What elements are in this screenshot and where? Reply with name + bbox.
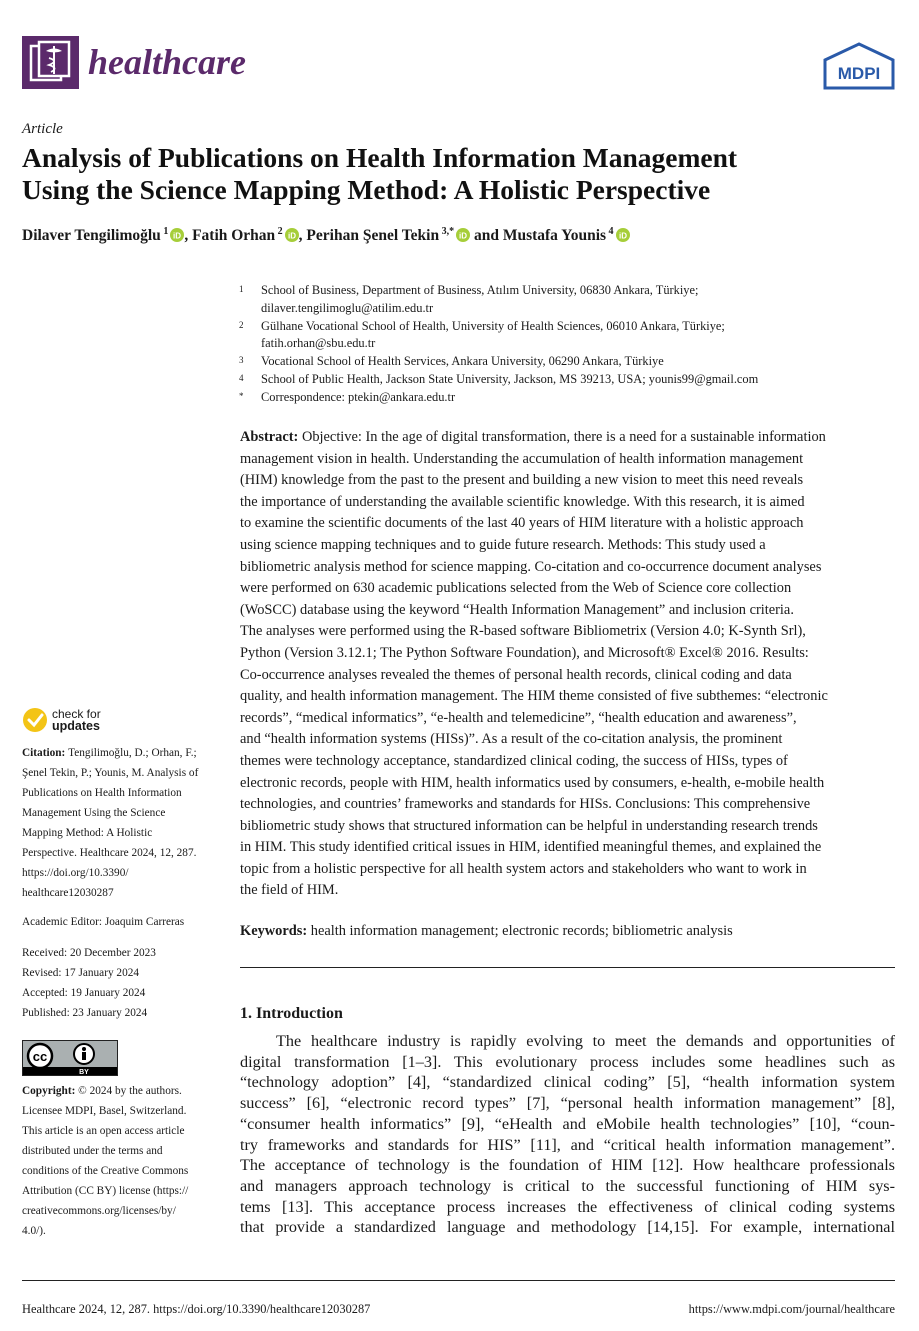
abstract-text: using science mapping techniques and to guide future research. Methods: This study used a — [240, 536, 766, 553]
abstract-text: electronic records, people with HIM, health informatics used by consumers, e-health, e-mobile health — [240, 774, 825, 791]
copyright-line — [22, 1221, 218, 1241]
svg-text:iD: iD — [287, 231, 296, 241]
copyright-line — [22, 1181, 218, 1201]
abstract — [240, 427, 895, 902]
citation-line — [22, 783, 218, 803]
abstract-line — [240, 643, 895, 665]
intro-line: try frameworks and standards for HIS” [11], and “critical health information management”. — [240, 1135, 895, 1154]
author-separator: , — [298, 227, 307, 245]
affiliation-line: Vocational School of Health Services, Ankara University, 06290 Ankara, Türkiye — [261, 354, 664, 369]
copyright-line — [22, 1101, 218, 1121]
abstract-line — [240, 621, 895, 643]
copyright-text: conditions of the Creative Commons — [22, 1165, 189, 1177]
affiliation-number: * — [239, 390, 244, 401]
affiliation-number: 3 — [239, 355, 244, 366]
affiliation-line: Gülhane Vocational School of Health, University of Health Sciences, 06010 Ankara, Türkiye; — [261, 318, 725, 333]
abstract-line — [240, 816, 895, 838]
abstract-line — [240, 773, 895, 795]
copyright-line — [22, 1081, 218, 1101]
abstract-text: (HIM) knowledge from the past to the present and building a new vision to meet this need reveals — [240, 472, 804, 489]
journal-logo — [22, 36, 79, 89]
updates-line2: updates — [52, 719, 100, 733]
author-name: Fatih Orhan — [192, 227, 276, 245]
abstract-line — [240, 535, 895, 557]
orcid-icon[interactable] — [616, 228, 630, 242]
intro-line: The healthcare industry is rapidly evolving to meet the demands and opportunities of — [276, 1032, 895, 1050]
abstract-text: bibliometric analysis method for science mapping. Co-citation and co-occurrence document analyses — [240, 558, 822, 575]
dates-block — [22, 943, 218, 1023]
author-separator: , — [184, 227, 193, 245]
citation-line — [22, 803, 218, 823]
abstract-text: themes were technology acceptance, standardized clinical coding, the success of HISs, types of — [240, 752, 788, 769]
author-name: Dilaver Tengilimoğlu — [22, 227, 161, 245]
svg-text:iD: iD — [618, 231, 627, 241]
article-title — [22, 142, 902, 206]
journal-name[interactable]: healthcare — [88, 42, 246, 82]
abstract-text: The analyses were performed using the R-based software Bibliometrix (Version 4.0; K-Synth Srl), — [240, 623, 806, 640]
copyright-text: 4.0/). — [22, 1225, 46, 1237]
abstract-text: (WoSCC) database using the keyword “Health Information Management” and inclusion criteria. — [240, 601, 794, 618]
copyright-text: Licensee MDPI, Basel, Switzerland. — [22, 1105, 187, 1117]
citation-text: Management Using the Science — [22, 807, 166, 819]
intro-line: digital transformation [1–3]. This evolutionary process includes some headlines such as — [240, 1052, 895, 1071]
abstract-text: quality, and health information management. The HIM theme consisted of five subthemes: “electronic — [240, 688, 828, 705]
abstract-label: Abstract: — [240, 429, 302, 445]
caduceus-icon — [22, 36, 79, 89]
intro-line: “technology adoption” [4], “standardized clinical coding” [5], “health information system — [240, 1073, 895, 1092]
date-line: Accepted: 19 January 2024 — [22, 987, 146, 999]
abstract-text: Python (Version 3.12.1; The Python Software Foundation), and Microsoft® Excel® 2016. Results: — [240, 644, 809, 661]
orcid-icon[interactable] — [456, 228, 470, 242]
affiliation-text — [261, 371, 899, 389]
intro-line: tems [13]. This acceptance process increases the effectiveness of clinical coding systems — [240, 1197, 895, 1216]
cc-license-badge[interactable] — [22, 1040, 118, 1076]
affiliation-text — [261, 282, 899, 318]
copyright-line — [22, 1161, 218, 1181]
affiliation-text — [261, 318, 899, 354]
abstract-line — [240, 729, 895, 751]
citation-line — [22, 823, 218, 843]
abstract-text: Objective: In the age of digital transformation, there is a need for a sustainable information — [301, 429, 826, 445]
abstract-text: in HIM. This study identified critical issues in HIM, identified meaningful themes, and explained the — [240, 839, 822, 856]
abstract-line — [240, 557, 895, 579]
citation-text: healthcare12030287 — [22, 887, 114, 899]
intro-line: success” [6], “electronic record types” [7], “personal health information management” [8], — [240, 1094, 895, 1113]
abstract-line — [240, 859, 895, 881]
divider — [240, 967, 895, 968]
abstract-line — [240, 880, 895, 902]
abstract-line — [240, 600, 895, 622]
keywords-label: Keywords: — [240, 923, 308, 939]
citation-line — [22, 763, 218, 783]
affiliations — [239, 282, 899, 407]
affiliation-line: School of Business, Department of Business, Atılım University, 06830 Ankara, Türkiye; — [261, 283, 699, 297]
svg-text:iD: iD — [173, 231, 182, 241]
copyright-text: Attribution (CC BY) license (https:// — [22, 1185, 189, 1197]
citation-label: Citation: — [22, 747, 69, 759]
check-for-updates-button[interactable] — [22, 707, 101, 733]
title-line: Analysis of Publications on Health Information Management — [22, 142, 738, 173]
abstract-text: Co-occurrence analyses revealed the themes of personal health records, clinical coding and data — [240, 666, 792, 683]
cc-text: cc — [32, 1049, 48, 1064]
citation-text: https://doi.org/10.3390/ — [22, 867, 129, 879]
orcid-icon[interactable] — [285, 228, 299, 242]
footer-citation: Healthcare 2024, 12, 287. https://doi.org/10.3390/healthcare12030287 — [22, 1302, 371, 1316]
author-name: Mustafa Younis — [502, 227, 607, 245]
keywords — [240, 923, 733, 940]
updates-line1: check for — [52, 707, 101, 721]
author-affiliation-number: 3,* — [439, 226, 455, 237]
affiliation-line: fatih.orhan@sbu.edu.tr — [261, 336, 376, 351]
citation-line — [22, 883, 218, 903]
citation-text: Şenel Tekin, P.; Younis, M. Analysis of — [22, 767, 199, 779]
abstract-line — [240, 794, 895, 816]
date-line: Revised: 17 January 2024 — [22, 967, 140, 979]
abstract-text: technologies, and countries’ frameworks and standards for HISs. Conclusions: This comprehensive — [240, 796, 811, 813]
check-updates-icon — [22, 707, 48, 733]
abstract-text: management vision in health. Understanding the accumulation of health information management — [240, 450, 804, 467]
abstract-line — [240, 492, 895, 514]
abstract-line — [240, 837, 895, 859]
academic-editor: Academic Editor: Joaquim Carreras — [22, 916, 185, 928]
introduction-body — [240, 1031, 895, 1238]
citation-text: Mapping Method: A Holistic — [22, 827, 153, 839]
date-line: Published: 23 January 2024 — [22, 1007, 148, 1019]
abstract-line — [240, 513, 895, 535]
abstract-text: were performed on 630 academic publications selected from the Web of Science core collection — [240, 580, 792, 597]
copyright-block — [22, 1081, 218, 1241]
intro-line: The acceptance of technology is the foundation of HIM [12]. How healthcare professionals — [240, 1156, 895, 1175]
abstract-text: records”, “medical informatics”, “e-health and telemedicine”, “health education and awareness”, — [240, 709, 797, 726]
article-type: Article — [22, 121, 63, 137]
abstract-text: the importance of understanding the available scientific knowledge. With this research, it is aimed — [240, 493, 805, 510]
footer-divider — [22, 1280, 895, 1281]
date-line: Received: 20 December 2023 — [22, 947, 156, 959]
abstract-line — [240, 449, 895, 471]
keywords-text: health information management; electronic records; bibliometric analysis — [310, 923, 733, 939]
abstract-line — [240, 578, 895, 600]
author-separator: and — [470, 227, 503, 245]
abstract-line — [240, 751, 895, 773]
intro-line: “consumer health informatics” [9], “eHealth and eMobile health technologies” [10], “coun- — [240, 1114, 895, 1133]
affiliation-item — [239, 371, 899, 389]
author-affiliation-number: 4 — [606, 226, 614, 237]
author-affiliation-number: 2 — [275, 226, 283, 237]
abstract-text: the field of HIM. — [240, 882, 339, 899]
author-affiliation-number: 1 — [160, 226, 169, 237]
author-name: Perihan Şenel Tekin — [306, 227, 440, 245]
affiliation-line: dilaver.tengilimoglu@atilim.edu.tr — [261, 300, 434, 315]
citation-text: Publications on Health Information — [22, 787, 182, 799]
affiliation-line: School of Public Health, Jackson State University, Jackson, MS 39213, USA; younis99@gmail.com — [261, 371, 759, 386]
citation-block — [22, 743, 218, 903]
affiliation-line: Correspondence: ptekin@ankara.edu.tr — [261, 389, 456, 404]
affiliation-text — [261, 353, 899, 371]
copyright-text: distributed under the terms and — [22, 1145, 163, 1157]
copyright-text: This article is an open access article — [22, 1125, 185, 1137]
abstract-line — [240, 470, 895, 492]
svg-text:iD: iD — [459, 231, 468, 241]
copyright-line — [22, 1201, 218, 1221]
copyright-text: © 2024 by the authors. — [78, 1085, 182, 1097]
copyright-label: Copyright: — [22, 1085, 79, 1097]
citation-text: Tengilimoğlu, D.; Orhan, F.; — [68, 747, 197, 759]
copyright-line — [22, 1141, 218, 1161]
abstract-line — [240, 665, 895, 687]
abstract-line — [240, 708, 895, 730]
abstract-text: topic from a holistic perspective for all health system actors and stakeholders who want to work in — [240, 860, 807, 877]
abstract-text: bibliometric study shows that structured information can be helpful in understanding research trends — [240, 817, 818, 834]
intro-line: that provide a standardized language and methodology [14,15]. For example, international — [240, 1218, 895, 1237]
affiliation-item — [239, 389, 899, 407]
affiliation-number: 4 — [239, 372, 244, 383]
citation-line — [22, 843, 218, 863]
title-line: Using the Science Mapping Method: A Holistic Perspective — [22, 174, 711, 205]
footer-url[interactable]: https://www.mdpi.com/journal/healthcare — [688, 1302, 895, 1316]
affiliation-number: 1 — [239, 284, 244, 294]
copyright-text: creativecommons.org/licenses/by/ — [22, 1205, 176, 1217]
intro-line: and managers approach technology is critical to the successful functioning of HIM sys- — [240, 1176, 895, 1195]
cc-by-text: BY — [79, 1069, 89, 1075]
citation-text: Perspective. Healthcare 2024, 12, 287. — [22, 847, 197, 859]
affiliation-item — [239, 353, 899, 371]
copyright-line — [22, 1121, 218, 1141]
abstract-line — [240, 686, 895, 708]
affiliation-number: 2 — [239, 319, 244, 330]
mdpi-logo[interactable] — [822, 42, 896, 95]
citation-line — [22, 743, 218, 763]
author-list — [22, 226, 630, 245]
abstract-line — [240, 427, 895, 449]
affiliation-text — [261, 389, 899, 407]
affiliation-item — [239, 318, 899, 354]
section-heading: 1. Introduction — [240, 1005, 343, 1022]
orcid-icon[interactable] — [170, 228, 184, 242]
citation-line — [22, 863, 218, 883]
mdpi-logo-text: MDPI — [837, 64, 881, 83]
abstract-text: to examine the scientific documents of the last 40 years of HIM literature with a holistic approach — [240, 515, 804, 532]
abstract-text: and “health information systems (HISs)”. As a result of the co-citation analysis, the prominent — [240, 731, 783, 748]
affiliation-item — [239, 282, 899, 318]
